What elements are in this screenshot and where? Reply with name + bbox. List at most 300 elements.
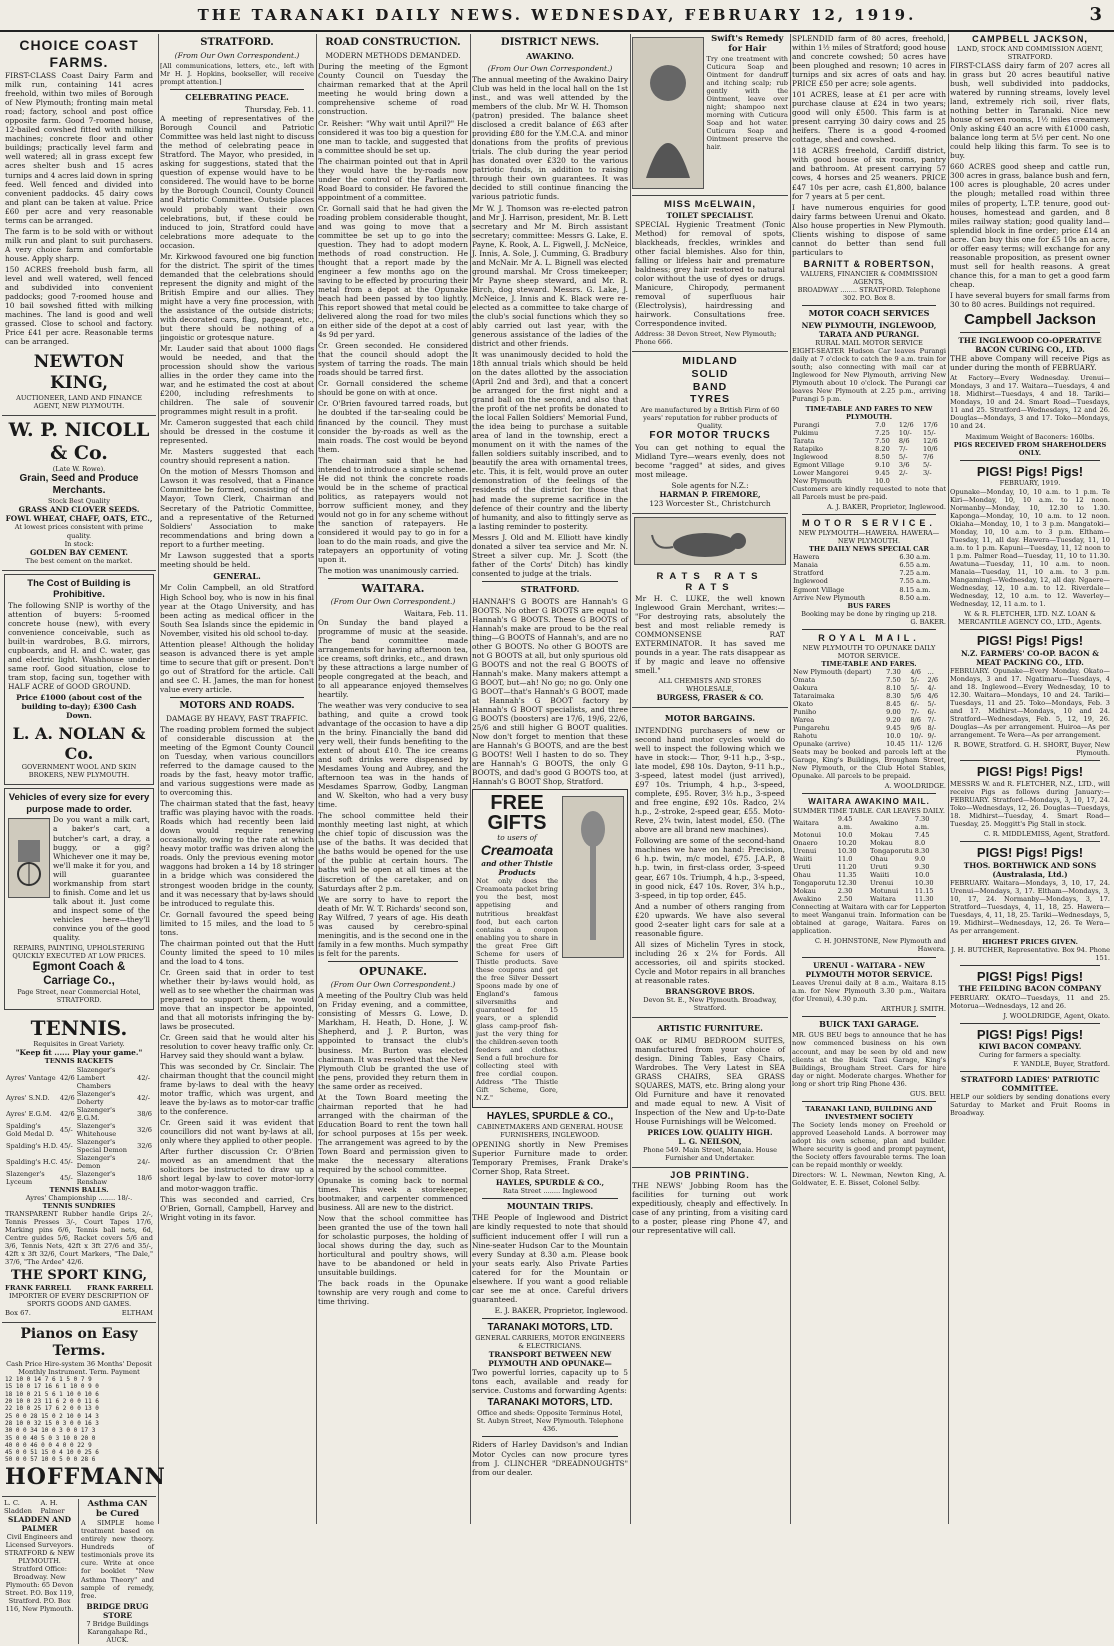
divider	[802, 629, 936, 630]
royal-row-cell: 7/-	[927, 715, 937, 724]
article-paragraph: Mr Colin Campbell, an old Stratford High School boy, who is now in his final year at the Otago University, and has been acting as medical officer in the South Sea Islands since the epidemic in November, visited his old school to-day.	[160, 583, 314, 638]
divider	[960, 965, 1100, 966]
racket-row-cell: 42/-	[137, 1093, 151, 1102]
royal-row-cell: Tataraimaka	[793, 691, 835, 700]
racket-row	[5, 1106, 153, 1122]
waitara-row-cell: Motonui	[793, 831, 821, 840]
waitara-row-cell: Urenui	[793, 847, 817, 856]
vehicles-title: Vehicles of every size for every purpose made to order.	[8, 792, 150, 815]
article-paragraph: Cr. Gornall considered the scheme should be gone on with at once.	[318, 379, 468, 398]
racket-row-cell: Spalding's Gold Medal D.	[6, 1121, 54, 1138]
stratford-sub: (From Our Own Correspondent.)	[174, 51, 300, 61]
royal-tt-heading: TIME-TABLE AND FARES.	[821, 659, 917, 668]
article-paragraph: Cr. Green said that he would alter his resolution to cover heavy traffic only. Cr. Harvey said they should want a bylaw.	[160, 1033, 314, 1061]
motor-row-cell: Manaia	[793, 561, 818, 570]
cart-icon	[12, 828, 46, 888]
waitara-row-cell: 11.0	[837, 855, 853, 864]
feilding-schedule: FEBRUARY. OKATO—Tuesdays, 11 and 25. Motorua—Wednesdays, 12 and 26.	[950, 993, 1110, 1010]
cuticura-ad	[632, 34, 788, 196]
waitara-mail-heading: WAITARA AWAKINO MAIL.	[808, 797, 930, 807]
taranaki-heading: TRANSPORT BETWEEN NEW PLYMOUTH AND OPUNAKE—	[488, 1350, 612, 1369]
bargains-text: INTENDING purchasers of new or second hand motor cycles would do well to inspect the following which we have in stock:— Thor, 9-11 h.p., 3-sp., late model, £98 10s. Dayton, 9-11 h.p., 3-speed, latest model (just arrived), £97 10s. Triumph, 4 h.p., 3-speed, complete, £95. Rover, 3½ h.p., 3-speed and free engine, £92 10s. Radco, 2¼ h.p., 2-stroke, 2-speed gear, £55. Moto-Reve, 2¾ twin, latest model, £50. (The above are all brand new machines).	[635, 726, 785, 835]
royal-row-cell: 10/-	[910, 731, 924, 740]
royal-row-cell: 9.45	[886, 723, 901, 732]
farm-listing: SPLENDID farm of 80 acres, freehold, within 1½ miles of Stratford; good house and concrete cowshed; 50 acres have been ploughed and resown; 10 acres in turnips and six acres of oats and hay. PRICE £50 per acre; sole agents.	[792, 34, 946, 89]
pigs-heading: PIGS! Pigs! Pigs!	[976, 633, 1084, 649]
column-rule	[316, 34, 317, 1524]
nicoll-late: (Late W. Rowe).	[52, 464, 106, 473]
waitara-row-cell: 12.30	[837, 879, 857, 888]
cost-text: The following SNIP is worthy of the attention of buyers: 5-roomed concrete house (new), with every convenience conceivable, such as built-in wardrobes, B.G. mirrors, cupboards, and H. and C. water, gas and electric light. Washhouse under same roof. Good situation, close to tram stop, facing sun, together with HALF ACRE of GOOD GROUND.	[8, 600, 150, 692]
road-heading: ROAD CONSTRUCTION.	[325, 37, 461, 48]
coach-row-cell: 2/-	[898, 469, 908, 478]
waitara-row-cell: 11.15	[914, 887, 934, 896]
midland-text2: You can get nothing to equal the Midland Tyre—wears evenly, does not become "ragged" at sides, and gives most mileage.	[635, 442, 785, 479]
farms-text: The farm is to be sold with or without milk run and plant to suit purchasers. A very choice farm and comfortable house. Apply sharp.	[5, 226, 153, 263]
divider	[802, 305, 936, 306]
waitara-mail-sub: SUMMER TIME TABLE. CAR LEAVES DAILY.	[792, 806, 946, 815]
racket-row-cell: 32/6	[137, 1141, 152, 1150]
royal-row-cell: 2/6	[927, 675, 939, 684]
rats-text: Mr H. C. LUKE, the well known Inglewood Grain Merchant, writes:— "For destroying rats, absolutely the best and most reliable remedy is COMMONSENSE RAT EXTERMINATOR. It has saved me pounds in a year. The rats disappear as if by magic and leave no offensive smell."	[635, 593, 785, 676]
road-sub: MODERN METHODS DEMANDED.	[325, 51, 461, 61]
hayles-text: OPENING shortly in New Premises Superior Furniture made to order. Temporary Premises, Frank Drake's Corner Shop, Rata Street.	[472, 1139, 628, 1176]
waitara-row-cell: Mokau	[870, 839, 893, 848]
portrait-icon	[638, 48, 698, 178]
pianos-heading: Cash Price Hire-system 36 Months' Deposit Monthly Instrument. Term. Payment	[6, 1359, 152, 1376]
waitara-dateline: Waitara, Feb. 11.	[403, 608, 468, 618]
taxi-heading: BUICK TAXI GARAGE.	[819, 1018, 919, 1029]
cost-price: Price £1000 (about cost of the building to-day); £300 Cash Down.	[16, 693, 142, 721]
divider	[960, 460, 1100, 461]
awakino-sub: (From Our Own Correspondent.)	[487, 63, 613, 73]
column-7	[950, 34, 1110, 1524]
campbell-listing: FIRST-CLASS dairy farm of 207 acres all in grass but 20 acres beautiful native bush, well subdivided into paddocks, watered by running streams, lovely level land, extremely rich soil, river flats, nothing better in Taranaki. Nice new house of seven rooms, 1½ miles creamery. Only asking £40 an acre with £1000 cash, balance long term at 5½ per cent. No one could help liking this farm. To see is to buy.	[950, 61, 1110, 161]
pianos-title: Pianos on Easy Terms.	[20, 1325, 138, 1359]
bacon-max: Maximum Weight of Baconers: 160lbs.	[965, 432, 1095, 441]
kiwi-sign: F. YANDLE, Buyer, Stratford.	[1013, 1059, 1110, 1068]
sundries-heading: TENNIS SUNDRIES	[42, 1202, 116, 1211]
bus-heading: BUS FARES	[847, 601, 891, 610]
royal-row-cell: 4/-	[927, 683, 937, 692]
racket-row-cell: 45/-	[59, 1157, 73, 1166]
motor-row-cell: 6.30 a.m.	[899, 553, 931, 562]
midland-firm: HARMAN P. FIREMORE,	[659, 489, 761, 499]
farms-text: 150 ACRES freehold bush farm, all level and well watered, well fenced and subdivided into convenient paddocks; good 7-roomed house and 10 bail sowshed fitted with milking machines. The land is good and well grassed. Close to school and factory. Price £41 per acre. Reasonable terms can be arranged.	[5, 264, 153, 347]
waitara-row-cell: Waiiti	[870, 871, 890, 880]
article-paragraph: The motion was unanimously carried.	[318, 566, 460, 576]
waitara-row-cell: Mokau	[870, 831, 893, 840]
racket-row-cell: Slazenger's Doherty	[76, 1089, 116, 1106]
royal-row	[792, 724, 946, 732]
royal-row-cell: 5/-	[927, 699, 937, 708]
trips-heading: MOUNTAIN TRIPS.	[506, 1200, 594, 1211]
waitara-sub: (From Our Own Correspondent.)	[330, 597, 456, 607]
article-paragraph: The weather was very conducive to sea bathing, and quite a crowd took advantage of the occasion to have a dip in the briny. Financially the band did very well, their funds benefiting to the extent of about £10. The ice creams and soft drinks were dispensed by Mesdames Young and Aubrey, and the afternoon tea was in the hands of Mesdames Sparrow, Godby, Langman and W. Skelton, who had a very busy time.	[318, 700, 468, 810]
mcelwain-ad	[632, 196, 788, 352]
waitara-row	[792, 863, 946, 871]
asthma-store: BRIDGE DRUG STORE	[86, 1601, 149, 1620]
coach-row-cell: Lower Mangorei	[793, 469, 849, 478]
hoffmann-name: HOFFMANN	[5, 1463, 166, 1490]
waitara-row-cell: 2.30	[837, 887, 853, 896]
trips-text: THE People of Inglewood and District are kindly requested to note that should sufficient inducement offer I will run a Nine-seater Hudson Car to the Mountain every Sunday at 8.30 a.m. Please book your seats early. Also Private Parties catered for for the Mountain or elsewhere. If you want a good reliable car see me at once. Careful drivers guaranteed.	[472, 1213, 628, 1304]
racket-row	[5, 1122, 153, 1138]
racket-row-cell: 45/-	[59, 1125, 73, 1134]
tennis-motto: "Keep fit ...... Play your game."	[15, 1048, 143, 1058]
motor-service-sub: NEW PLYMOUTH—HAWERA. HAWERA—NEW PLYMOUTH.	[798, 529, 940, 546]
farm-listing: I have numerous enquiries for good dairy farms between Urenui and Okato. Also house properties in New Plymouth. Clients wishing to dispose of same cannot do better than send full particulars to	[792, 202, 946, 257]
royal-row-cell: 10.45	[886, 740, 905, 748]
campbell-listing: I have several buyers for small farms from 30 to 80 acres. Buildings not required.	[950, 290, 1110, 309]
coach-row-cell: Egmont Village	[793, 461, 845, 470]
coach-row-cell: 3/-	[922, 469, 932, 478]
racket-row-cell: 18/6	[137, 1173, 152, 1182]
royal-row-cell: Warea	[793, 715, 815, 724]
tennis-ad	[2, 1013, 156, 1323]
harley-text: Riders of Harley Davidson's and Indian Motor Cycles can now procure tyres from J. CLINCHER "DREADNOUGHTS" from our dealer.	[472, 1440, 628, 1477]
farmers-sign: R. BOWE, Stratford. G. H. SHORT, Buyer, New Plymouth.	[953, 741, 1110, 758]
racket-row-cell: Ayres' E.G.M.	[6, 1109, 52, 1118]
article-paragraph: Cr. Gornall said that he had given the roading problem considerable thought, and was going to move that a committee be set up to go into the question. They had to adopt modern methods of road construction. He thought that a report made by the engineer a few months ago on the saving to be effected by procuring their metal from a depot at the Opunake beach had been passed by too lightly. This report showed that metal could be delivered along the road for two miles on either side of the depot at a cost of 4s 9d per yard.	[318, 203, 468, 340]
barnitt-sub: VALUERS, FINANCIER & COMMISSION AGENTS,	[800, 269, 938, 286]
article-paragraph: Mr. Lauder said that about 1000 flags would be needed, and that the procession should show the various allies in the order they came into the war, and he estimated the cost at about £200, including refreshments to children. The sale of souvenir programmes might result in a profit.	[160, 343, 314, 417]
vehicles-repairs: REPAIRS, PAINTING, UPHOLSTERING QUICKLY EXECUTED AT LOW PRICES.	[12, 943, 146, 960]
racket-row-cell: Slazenger's Whitehouse	[76, 1121, 117, 1138]
piano-row: 20 10 0 23 11 6 2 0 0 11 6	[5, 1397, 99, 1405]
article-paragraph: The chairman pointed out that the Hutt County limited the speed to 10 miles and the load to 4 tons.	[160, 938, 314, 966]
royal-row-cell: 8/6	[910, 715, 921, 724]
article-paragraph: Cr. Green said that in order to test whether their by-laws would hold, as well as to see whether the chairman was prepared to support them, he would move that an inspector be appointed, and that all motorists infringing the by-laws be prosecuted.	[160, 967, 314, 1031]
sport-right: FRANK FARRELL	[87, 1284, 153, 1293]
piano-row: 12 10 0 14 7 6 1 5 0 7 9	[5, 1376, 92, 1383]
nolan-sub: GOVERNMENT WOOL AND SKIN BROKERS, NEW PLYMOUTH.	[21, 763, 137, 780]
ladies-text: HELP our soldiers by sending donations every Saturday to Market and Fruit Rooms in Broadway.	[950, 1092, 1110, 1117]
hayles-name: HAYLES, SPURDLE & CO.,	[486, 1111, 614, 1123]
district-heading: DISTRICT NEWS.	[500, 37, 600, 48]
bargains-heading: MOTOR BARGAINS.	[664, 713, 756, 724]
nicoll-line: The best cement on the market.	[25, 556, 133, 565]
spoon-illustration	[562, 796, 624, 958]
waitara-row-cell: Waiiti	[793, 855, 813, 864]
coach-row-cell	[922, 477, 946, 485]
waitara-row-cell: 2.50	[837, 895, 853, 904]
waitara-heading: WAITARA.	[361, 582, 425, 596]
bransgrove-name: BRANSGROVE BROS.	[665, 986, 755, 996]
farms-title: CHOICE COAST FARMS.	[19, 37, 139, 71]
awakino-heading: AWAKINO.	[526, 51, 574, 62]
waitara-row	[792, 839, 946, 847]
divider	[960, 841, 1100, 842]
motor-row-cell: 7.55 a.m.	[899, 577, 931, 586]
royal-row-cell: 10.0	[886, 731, 901, 740]
coach-row-cell: 7.0	[875, 420, 886, 429]
cost-of-building-ad	[4, 574, 154, 786]
waitara-row-cell: 10.30	[837, 847, 857, 856]
motor-row-cell: Hawera	[793, 553, 820, 562]
piano-row: 22 10 0 25 17 6 2 0 0 13 0	[5, 1405, 99, 1413]
motor-row-cell: 8.15 a.m.	[899, 585, 931, 594]
sladden-title: SLADDEN AND PALMER	[8, 1515, 71, 1534]
masthead	[0, 0, 1114, 32]
job-heading: JOB PRINTING.	[670, 1170, 750, 1181]
royal-row-cell: 12/6	[927, 740, 943, 748]
column-5	[632, 34, 788, 1524]
article-paragraph: After further discussion Cr. O'Brien moved as an amendment that the solicitors be instructed to draw up a short legal by-law to cover motor-lorry and motor-waggon traffic.	[160, 1147, 314, 1193]
gifts-product: Creamoata	[480, 842, 554, 859]
racket-row-cell: 42/6	[59, 1073, 75, 1082]
waitara-row-cell: Motunui	[870, 887, 899, 896]
feilding-name: THE FEILDING BACON COMPANY	[958, 984, 1102, 994]
waitara-timetable	[792, 815, 946, 903]
pigs-heading: PIGS! Pigs! Pigs!	[976, 968, 1084, 984]
motor-row-cell: Egmont Village	[793, 585, 845, 594]
motor-row	[792, 586, 946, 594]
article-paragraph: The chairman stated that the fast, heavy traffic was playing havoc with the roads. Roads which had recently been laid down would require renewing occasionally, owing to the rate at which heavy motor traffic was driven along the roads. Only the previous evening motor waggons had broken a 14 by 18 stringer in a bridge which was considered the strongest wooden bridge in the county, and it was necessary that by-laws should be introduced to regulate this.	[160, 799, 314, 908]
rats-sold: ALL CHEMISTS AND STORES WHOLESALE,	[658, 677, 762, 694]
coach-row	[792, 477, 946, 485]
waitara-row-cell: Onaero	[793, 839, 818, 848]
divider	[482, 1318, 618, 1319]
article-paragraph: Mr. Cameron suggested that each child should be dressed in the costume it represented.	[160, 418, 314, 446]
bottom-ads	[2, 1497, 156, 1646]
sport-king-title: THE SPORT KING,	[10, 1268, 148, 1284]
coach-row-cell: 5/-	[922, 461, 932, 470]
barnitt-name: BARNITT & ROBERTSON,	[803, 258, 935, 269]
royal-row-cell: 8/-	[927, 723, 937, 732]
motor-row-cell: 7.25 a.m.	[899, 569, 931, 578]
motor-row-cell: Inglewood	[793, 577, 828, 586]
bargains-text: Following are some of the second-hand machines we have on hand: Precision, 6 h.p. twin, m/c model, £75. J.A.P., 8 h.p. twin, in first-class order, 3-speed gear, £67 10s. Triumph, 4 h.p., 3-speed, in good nick, £47 10s. Rover, 3¼ h.p., 3-speed, in tip top order, £45.	[635, 836, 785, 900]
cuticura-text: Try one treatment with Cuticura Soap and Ointment for dandruff and itching scalp; rub gently with the Ointment, leave over night; shampoo next morning with Cuticura Soap and hot water. Cuticura Soap and Ointment preserve the hair.	[706, 54, 788, 152]
article-paragraph: Opunake is coming back to normal times. This week a storekeeper, bootmaker, and carpenter commenced business. All are new to the district.	[318, 1175, 468, 1213]
waitara-row	[792, 879, 946, 887]
royal-row-cell: 9.20	[886, 715, 901, 724]
farmers-schedule: FEBRUARY. Opunake—Every Monday. Okato—Mondays, 3 and 17. Ngatimaru—Tuesdays, 4 and 18. Inglewood—Every Wednesday, 10 to 12.30. Waitara—Mondays, 10 and 24. Tariki—Tuesdays, 11 and 25. Toko—Mondays, Feb. 3 and 17. Midhirst—Mondays, 10 and 24. Stratford—Wednesdays, Feb. 5, 12, 19, 26. Douglas—As per arrangement. Huiroa—As per arrangement. Te Wera—As per arrangement.	[950, 666, 1110, 740]
midland-ad	[632, 352, 788, 514]
waitara-row-cell: 11.30	[914, 895, 934, 904]
mcelwain-text: SPECIAL Hygienic Treatment (Tonic Method) for removal of spots, blackheads, freckles, wrinkles and other facial blemishes. Also for thin, falling or lifeless hair and premature baldness; grey hair restored to natural color without the use of dyes or drugs. Manicure, Chiropody, permanent removal of superfluous hair (Electrolysis), hairdressing and hairwork. Consultations free. Correspondence invited.	[635, 219, 785, 328]
motor-row	[792, 569, 946, 577]
royal-sign: A. WOOLDRIDGE.	[884, 782, 946, 791]
royal-row-cell: 5/-	[910, 683, 919, 692]
royal-row-cell: Oakura	[793, 683, 818, 692]
divider	[802, 957, 936, 958]
stratford-heading: STRATFORD.	[200, 37, 274, 48]
ladies-heading: STRATFORD LADIES' PATRIOTIC COMMITTEE.	[961, 1074, 1099, 1093]
waitara-row	[792, 855, 946, 863]
waitara-row-cell: 10.30	[914, 879, 934, 888]
opunake-heading: OPUNAKE.	[359, 964, 427, 978]
racket-row-cell: Spalding's H.C.	[6, 1157, 58, 1166]
balls-line: Ayres' Championship ........ 18/-.	[25, 1194, 133, 1203]
furniture-heading: ARTISTIC FURNITURE.	[657, 1022, 763, 1033]
bargains-ad	[632, 708, 788, 1018]
waitara-row-cell: 10.0	[914, 871, 930, 880]
royal-row-cell: 9/-	[927, 731, 937, 740]
royal-row-cell: ...	[927, 667, 934, 676]
nicoll-title: Grain, Seed and Produce Merchants.	[19, 473, 139, 497]
racket-row	[5, 1170, 153, 1186]
barnitt-addr: BROADWAY ........ STRATFORD. Telephone 302. P.O. Box 8.	[797, 285, 941, 302]
coach-row-cell: 8.20	[875, 445, 890, 454]
coach-row-cell: 7.25	[875, 429, 890, 437]
article-paragraph: During the meeting of the Egmont County Council on Tuesday the chairman remarked that at the April meeting he would bring down a comprehensive scheme of road construction.	[318, 62, 468, 117]
racket-row	[5, 1154, 153, 1170]
divider	[802, 1016, 936, 1017]
motor-row	[792, 553, 946, 561]
coach-row-cell	[898, 477, 922, 485]
royal-row	[792, 684, 946, 692]
bacon-schedule: At Factory—Every Wednesday. Urenui—Mondays, 3 and 17. Waitara—Tuesdays, 4 and 18. Midhirst—Tuesdays, 4 and 18. Tariki—Mondays, 10 and 24. Smart Road—Tuesdays, 11 and 25. Stratford—Wednesdays, 12 and 26. Douglas—Mondays, 3 and 17. Toko—Mondays, 10 and 24.	[950, 374, 1110, 431]
waitara-row-cell: Tongaporutu	[793, 879, 836, 888]
cost-title: The Cost of Building is Prohibitive.	[27, 577, 131, 601]
coach-row	[792, 445, 946, 453]
spoon-icon	[573, 807, 613, 947]
pianos-table	[5, 1376, 153, 1464]
royal-row-cell: Rahotu	[793, 731, 818, 740]
coach-timetable	[792, 421, 946, 485]
divider	[960, 629, 1100, 630]
divider	[482, 1436, 618, 1437]
farm-listing: 118 ACRES freehold, Cardiff district, with good house of six rooms, pantry and bathroom. At present carrying 57 cows, 4 horses and 25 weaners. PRICE £47 10s per acre, cash £1,800, balance for 7 years at 5 per cent.	[792, 146, 946, 201]
waitara-row-cell: Mokau	[793, 887, 816, 896]
rats-title: RATS RATS RATS	[656, 570, 764, 594]
article-paragraph: The back roads in the Opunake township are very rough and come to time thriving.	[318, 1279, 468, 1307]
messrs-text: MESSRS W. and R. FLETCHER, N.Z., LTD., will receive Pigs as follows during January:— FEBRUARY. Stratford—Mondays, 3, 10, 17, 24. Toko—Wednesdays, 12, 26. Douglas—Tuesdays, 18. Midhirst—Tuesday, 4. Smart Road—Tuesday, 25. Moggitt's Pig Stall in stock.	[950, 780, 1110, 829]
racket-row-cell: 45/-	[59, 1141, 73, 1150]
pigs-heading: PIGS! Pigs! Pigs!	[976, 845, 1084, 861]
racket-row-cell: 42/-	[137, 1073, 151, 1082]
royal-row-cell: 4/6	[927, 691, 939, 700]
royal-row	[792, 716, 946, 724]
article-paragraph: The annual meeting of the Awakino Dairy Club was held in the local hall on the 1st inst., and was well attended by the members of the club. Mr W. H. Thomson (patron) presided. The balance sheet disclosed a credit balance of £63 after providing £80 for the Y.M.C.A. and minor donations from the profits of previous trials. The club during the year period has donated over £320 to the various patriotic funds, in addition to raising through their own guarantees. It was decided to still continue financing the various patriotic funds.	[472, 75, 628, 202]
masthead-title: THE TARANAKI DAILY NEWS. WEDNESDAY, FEBRUARY 12, 1919.	[197, 6, 917, 24]
waitara-row	[792, 831, 946, 839]
nicoll-line: GRASS AND CLOVER SEEDS.	[18, 505, 140, 515]
midland-addr: 123 Worcester St., Christchurch	[649, 498, 771, 508]
waitara-row-cell: Ohau	[793, 871, 811, 880]
piano-row: 15 10 0 17 16 6 1 10 0 9 0	[5, 1383, 99, 1391]
rackets-table	[5, 1066, 153, 1186]
urenui-sign: ARTHUR J. SMITH.	[881, 1004, 946, 1013]
royal-row-cell: Omata	[793, 675, 816, 684]
piano-row: 50 0 0 57 10 0 5 0 0 28 6	[5, 1456, 96, 1464]
sport-town: ELTHAM	[121, 1308, 153, 1317]
motor-timetable	[792, 553, 946, 601]
waitara-row-cell: 10.20	[837, 839, 857, 848]
page-number: 3	[1089, 4, 1102, 25]
taranaki-sub: GENERAL CARRIERS, MOTOR ENGINEERS & ELECTRICIANS.	[475, 1333, 625, 1350]
royal-row-cell: 7/-	[910, 707, 919, 716]
motor-row-cell: Arrive New Plymouth	[793, 593, 865, 602]
gifts-title: FREE GIFTS	[487, 792, 547, 835]
bargains-text: And a number of others ranging from £20 upwards. We have also several good 2-seater light cars for sale at a reasonable figure.	[635, 901, 785, 938]
divider	[802, 514, 936, 515]
coach-row-cell: Ratapiko	[793, 445, 823, 454]
waitara-row-cell: 10.0	[837, 831, 853, 840]
article-paragraph: Cr. O'Brien favoured tarred roads, but he doubted if the tar-sealing could be financed by the council. They must consider the by-roads as well as the main roads. The cost would be beyond them.	[318, 399, 468, 454]
racket-row-cell: 32/6	[137, 1125, 152, 1134]
waitara-row-cell: 11.35	[837, 871, 857, 880]
waitara-row-cell: 9.30	[914, 863, 930, 872]
sladden-partner: L. C. Sladden	[4, 1498, 32, 1515]
midland-line: TYRES	[689, 393, 730, 406]
article-paragraph: Cr. Gornall favoured the speed being limited to 15 miles, and the load to 5 tons.	[160, 909, 314, 937]
coach-row	[792, 437, 946, 445]
furniture-ad	[632, 1018, 788, 1168]
borthwick-name: THOS. BORTHWICK AND SONS (Australasia, Ltd.)	[963, 861, 1097, 880]
trips-sign: E. J. BAKER, Proprietor, Inglewood.	[494, 1305, 628, 1315]
royal-row-cell: 8.45	[886, 699, 901, 708]
royal-row	[792, 676, 946, 684]
choice-farms-ad	[2, 34, 156, 416]
piano-row: 18 10 0 21 5 6 1 10 0 10 6	[5, 1390, 99, 1398]
cuticura-title: Swift's Remedy for Hair	[711, 34, 784, 55]
royal-row-cell: Puniho	[793, 707, 817, 716]
taxi-sign: GUS. BEU.	[909, 1089, 946, 1098]
column-2	[160, 34, 314, 1524]
newton-king-name: NEWTON KING,	[33, 352, 125, 393]
royal-row-cell: Okato	[793, 699, 813, 708]
royal-row-cell: 5/-	[910, 675, 919, 684]
royal-row	[792, 732, 946, 740]
coach-row-cell: 5/-	[898, 453, 908, 462]
waitara-row-cell: 7.30 a.m.	[914, 814, 930, 831]
racket-row-cell: Slazenger's Special Demon	[76, 1137, 127, 1154]
coach-row-cell: 12/6	[922, 437, 938, 446]
divider	[960, 1071, 1100, 1072]
coach-row	[792, 453, 946, 461]
mcelwain-title: MISS McELWAIN,	[663, 199, 757, 210]
job-text: THE NEWS' Jobbing Room has the facilities for turning out work expeditiously, cheaply and effectively. In case of any printing, from a visiting card to a poster, please ring Phone 47, and our representative will call.	[632, 1181, 788, 1236]
farmers-name: N.Z. FARMERS' CO-OP. BACON & MEAT PACKING CO., LTD.	[961, 648, 1099, 667]
borthwick-prices: HIGHEST PRICES GIVEN.	[982, 937, 1078, 946]
sladden-ad	[4, 1499, 75, 1644]
tennis-sub: Requisites in Great Variety.	[33, 1040, 125, 1049]
royal-row	[792, 668, 946, 676]
hair-illustration	[632, 37, 704, 189]
coach-row-cell: 8.50	[875, 453, 890, 462]
opunake-sub: (From Our Own Correspondent.)	[330, 980, 456, 990]
article-paragraph: This was seconded by Cr. Sinclair. The chairman thought that the council might frame by-laws to deal with the heavy motor traffic, which was urgent, and leave the by-laws as to motor-car traffic to the conference.	[160, 1062, 314, 1117]
motor-tt-heading: THE DAILY NEWS SPECIAL CAR	[808, 545, 930, 554]
midland-for: FOR MOTOR TRUCKS	[649, 430, 771, 442]
pianos-ad	[2, 1323, 166, 1497]
coach-row-cell: Inglewood	[793, 453, 828, 462]
coach-row	[792, 461, 946, 469]
divider	[960, 332, 1100, 333]
article-paragraph: Mr W. J. Thomson was re-elected patron and Mr J. Harrison, president, Mr. B. Lett secretary and Mr M. Birch assistant secretary; committee: Messrs G. Lake, E. Payne, K. Rook, A. L. Figwell, J. McNeice, J. Innis, A. Sole, J. Cumming, G. Bradbury and McNair. Mr A. L. Bignell was elected ground marshal. Mr Cross timekeeper; Mr Payne sheep steward, and Mr. R. Birch, dog steward. Messrs. G. Lake, J. McNeice, J. Innis and K. Black were re-elected as a committee to take charge of the club's social functions which they so ably carried out last year, with the generous assistance of the ladies of the district and other friends.	[472, 203, 628, 348]
article-paragraph: A meeting of representatives of the Borough Council and Patriotic Committee was held last night to discuss the method of celebrating peace in Stratford. The Mayor, who presided, in asking for suggestions, stated that the question of expense would have to be considered. The would have to be borne by the Borough Council, County Council and Patriotic Committee. Outside places would probably want their own celebrations, but, if these could be induced to join, Stratford could have celebrations more adequate to the occasion.	[160, 114, 314, 250]
farm-listing: 101 ACRES, lease at £1 per acre with purchase clause at £24 in two years; good will only £500. This farm is at present carrying 30 dairy cows and 25 heifers. There is a good 4-roomed cottage, shed and cowshed.	[792, 90, 946, 145]
racket-row	[5, 1066, 153, 1090]
royal-row-cell: 6/-	[910, 699, 919, 708]
column-rule	[470, 34, 471, 1524]
column-rule	[790, 34, 791, 1524]
coach-row-cell: 9.45	[875, 469, 890, 478]
motor-row-cell: Stratford	[793, 569, 824, 578]
column-rule	[630, 34, 631, 1524]
coach-heading: MOTOR COACH SERVICES	[808, 307, 930, 318]
messrs-sign: C. R. MIDDLEMISS, Agent, Stratford.	[983, 830, 1110, 839]
royal-foot: Seats may be booked and parcels left at the Garage, King's Buildings, Brougham Street, New Plymouth, or the Club Hotel Stables, Opunake. All parcels to be prepaid.	[792, 748, 946, 781]
rats-firm: BURGESS, FRASER & CO.	[656, 693, 764, 703]
nicoll-name: W. P. NICOLL & Co.	[8, 418, 150, 464]
hayles-foot: HAYLES, SPURDLE & CO.,	[495, 1177, 605, 1187]
racket-row-cell: Slazenger's Lyceum	[6, 1169, 45, 1186]
coach-foot: Customers are kindly requested to note that all Parcels must be pre-paid.	[792, 485, 946, 502]
